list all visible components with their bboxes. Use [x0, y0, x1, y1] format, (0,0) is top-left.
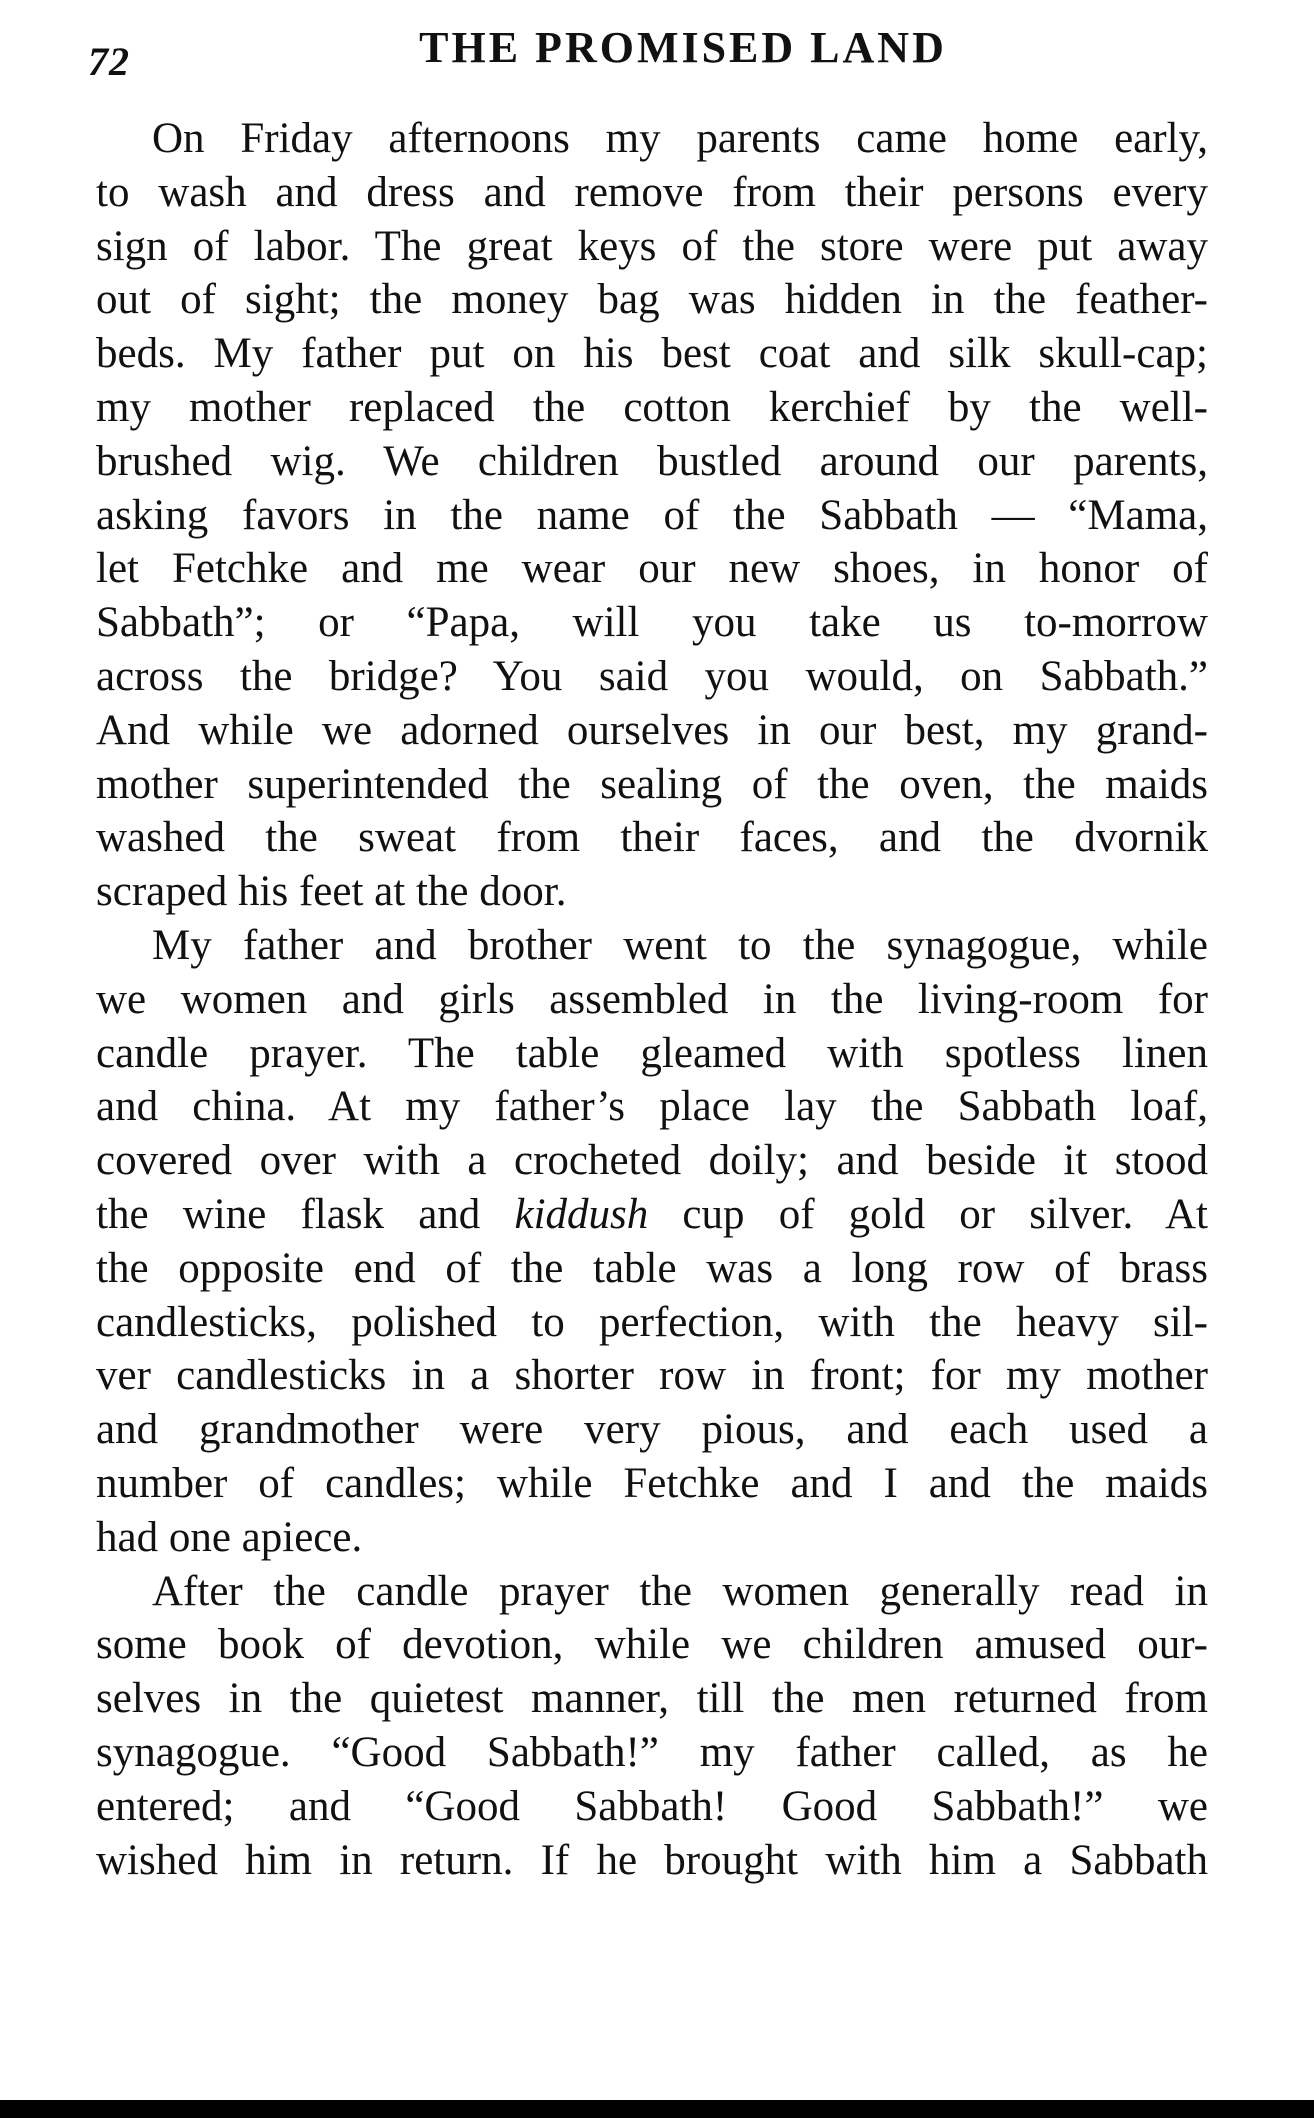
text-line: asking favors in the name of the Sabbath — “Mama, — [96, 491, 1208, 539]
text-line: sign of labor. The great keys of the store were put away — [96, 222, 1208, 270]
text-line: some book of devotion, while we children amused our- — [96, 1621, 1208, 1669]
page-header — [88, 22, 1218, 92]
text-line: the opposite end of the table was a long row of brass — [96, 1244, 1208, 1292]
text-line: wished him in return. If he brought with him a Sabbath — [96, 1836, 1208, 1884]
text-line: out of sight; the money bag was hidden in the feather- — [96, 276, 1208, 324]
text-line: brushed wig. We children bustled around our parents, — [96, 437, 1208, 485]
text-line: washed the sweat from their faces, and the dvornik — [96, 814, 1208, 862]
running-title: THE PROMISED LAND — [419, 23, 947, 72]
body-text — [96, 112, 1208, 1887]
text-line: beds. My father put on his best coat and silk skull-cap; — [96, 330, 1208, 378]
text-line: my mother replaced the cotton kerchief by the well- — [96, 383, 1208, 431]
text-line: entered; and “Good Sabbath! Good Sabbath!” we — [96, 1782, 1208, 1830]
text-line: candle prayer. The table gleamed with spotless linen — [96, 1029, 1208, 1077]
text-line: On Friday afternoons my parents came home early, — [152, 115, 1208, 162]
text-line: we women and girls assembled in the living-room for — [96, 975, 1208, 1023]
paragraph-1 — [96, 112, 1208, 919]
text-line: mother superintended the sealing of the oven, the maids — [96, 760, 1208, 808]
text-line: and grandmother were very pious, and each used a — [96, 1406, 1208, 1454]
text-line: After the candle prayer the women generally read in — [152, 1567, 1208, 1615]
text-line: synagogue. “Good Sabbath!” my father called, as he — [96, 1728, 1208, 1776]
italic-word: kiddush — [514, 1190, 649, 1238]
text-line-with-italic: the wine flask and kiddush cup of gold or silver. At — [96, 1190, 1208, 1238]
text-line: selves in the quietest manner, till the men returned from — [96, 1675, 1208, 1723]
text-line: And while we adorned ourselves in our best, my grand- — [96, 706, 1208, 754]
paragraph-3 — [96, 1565, 1208, 1888]
text-line: across the bridge? You said you would, on Sabbath.” — [96, 652, 1208, 700]
text-line: and china. At my father’s place lay the Sabbath loaf, — [96, 1083, 1208, 1131]
paragraph-2 — [96, 919, 1208, 1565]
text-line: candlesticks, polished to perfection, with the heavy sil- — [96, 1298, 1208, 1346]
scan-bottom-border — [0, 2100, 1314, 2118]
text-line: My father and brother went to the synagogue, while — [152, 921, 1208, 969]
text-line: to wash and dress and remove from their persons every — [96, 168, 1208, 216]
text-line: scraped his feet at the door. — [96, 868, 567, 916]
text-line: let Fetchke and me wear our new shoes, in honor of — [96, 545, 1208, 593]
text-line: Sabbath”; or “Papa, will you take us to-morrow — [96, 599, 1208, 647]
page-number: 72 — [88, 39, 130, 84]
text-line: number of candles; while Fetchke and I and the maids — [96, 1459, 1208, 1507]
text-line: covered over with a crocheted doily; and beside it stood — [96, 1137, 1208, 1185]
text-line: had one apiece. — [96, 1513, 363, 1561]
text-line: ver candlesticks in a shorter row in front; for my mother — [96, 1352, 1208, 1400]
